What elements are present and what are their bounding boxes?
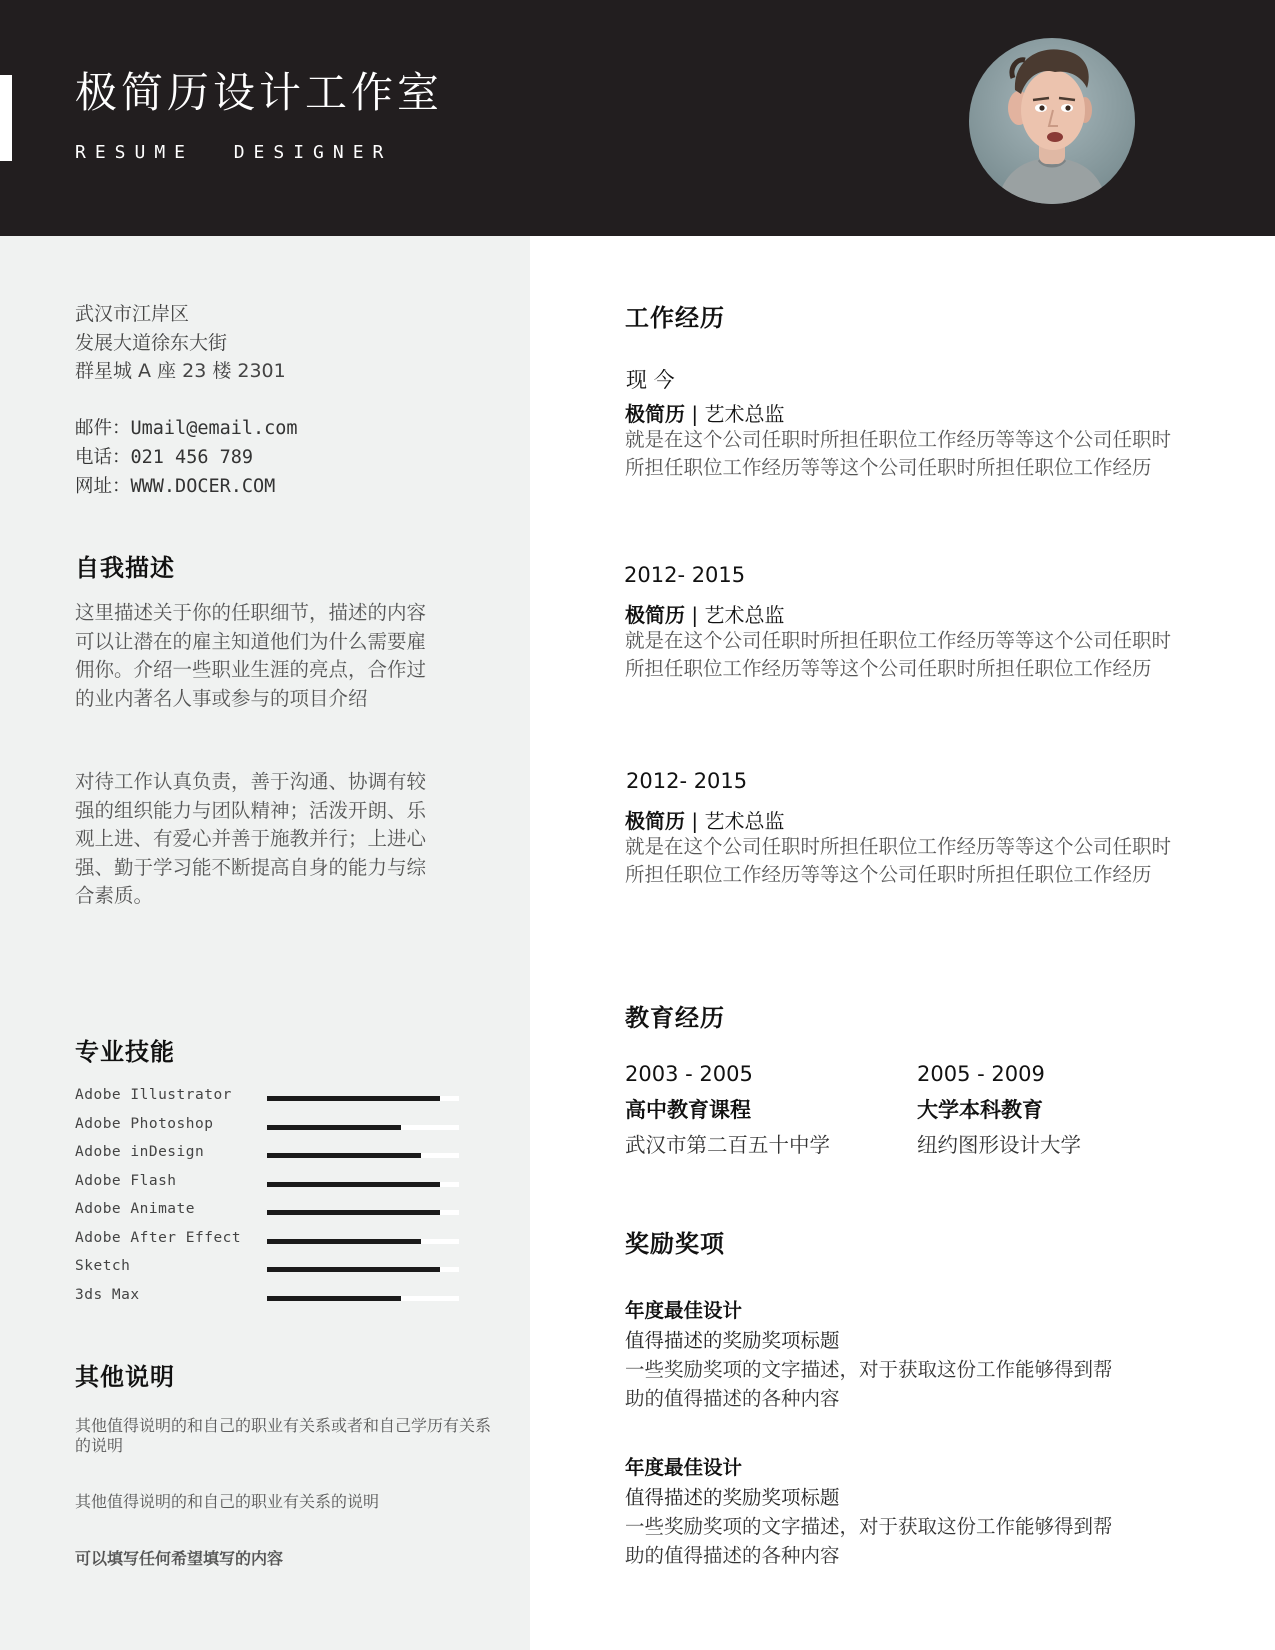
skill-row xyxy=(75,1141,465,1170)
award-item xyxy=(625,1296,1185,1413)
award-description: 一些奖励奖项的文字描述，对于获取这份工作能够得到帮助的值得描述的各种内容 xyxy=(625,1515,1113,1567)
work-title: 工作经历 xyxy=(625,304,725,332)
skill-row xyxy=(75,1227,465,1256)
job-date: 2012- 2015 xyxy=(624,563,746,587)
email-text: 邮件：Umail@email.com xyxy=(75,418,298,439)
header-banner xyxy=(0,0,1275,236)
award-item xyxy=(625,1453,1185,1570)
phone-text: 电话：021 456 789 xyxy=(75,447,254,468)
skill-name: Adobe inDesign xyxy=(75,1144,205,1160)
skill-bar-fill xyxy=(267,1210,440,1215)
job-role xyxy=(625,805,784,834)
education-date: 2003 - 2005 xyxy=(625,1062,753,1086)
award-subtitle: 值得描述的奖励奖项标题 xyxy=(625,1329,840,1352)
skill-name: Adobe Photoshop xyxy=(75,1115,214,1132)
about-paragraph: 对待工作认真负责，善于沟通、协调有较强的组织能力与团队精神；活泼开朗、乐观上进、有爱心并善于施教并行；上进心强、勤于学习能不断提高自身的能力与综合素质。 xyxy=(75,770,427,907)
about-paragraph: 这里描述关于你的任职细节，描述的内容可以让潜在的雇主知道他们为什么需要雇佣你。介绍一些职业生涯的亮点，合作过的业内著名人事或参与的项目介绍 xyxy=(75,601,427,710)
awards-title: 奖励奖项 xyxy=(625,1230,725,1258)
job-company: 极简历 xyxy=(625,809,685,833)
skill-bar-fill xyxy=(267,1239,421,1244)
skill-bar-fill xyxy=(267,1296,401,1301)
contact-block xyxy=(75,414,298,501)
award-subtitle: 值得描述的奖励奖项标题 xyxy=(625,1486,840,1509)
skill-row xyxy=(75,1198,465,1227)
education-title: 教育经历 xyxy=(625,1004,725,1032)
skill-row xyxy=(75,1255,465,1284)
skill-bar-fill xyxy=(267,1182,440,1187)
job-separator: | xyxy=(685,809,705,833)
education-degree: 高中教育课程 xyxy=(625,1098,751,1122)
education-item xyxy=(917,1057,1197,1163)
job-role xyxy=(625,398,784,427)
job-separator: | xyxy=(685,402,705,426)
skill-row xyxy=(75,1113,465,1142)
other-note: 其他值得说明的和自己的职业有关系或者和自己学历有关系的说明 xyxy=(75,1416,492,1455)
page-subtitle: RESUME DESIGNER xyxy=(75,142,393,163)
skill-name: Adobe Flash xyxy=(75,1172,177,1189)
skills-list xyxy=(75,1084,465,1312)
skill-bar-fill xyxy=(267,1096,440,1101)
skill-name: Sketch xyxy=(75,1258,131,1274)
address-block xyxy=(75,300,286,386)
page-title: 极简历设计工作室 xyxy=(75,68,444,117)
skill-bar-fill xyxy=(267,1153,421,1158)
skill-bar-track xyxy=(267,1267,459,1272)
skill-row xyxy=(75,1284,465,1313)
education-date: 2005 - 2009 xyxy=(917,1062,1045,1086)
award-title: 年度最佳设计 xyxy=(625,1456,743,1479)
award-title: 年度最佳设计 xyxy=(625,1299,743,1322)
skill-bar-track xyxy=(267,1096,459,1101)
skill-bar-fill xyxy=(267,1267,440,1272)
address-line: 发展大道徐东大街 xyxy=(75,331,228,354)
other-note: 其他值得说明的和自己的职业有关系的说明 xyxy=(75,1492,380,1511)
address-line: 群星城 A 座 23 楼 2301 xyxy=(75,360,286,382)
skill-bar-track xyxy=(267,1210,459,1215)
skill-bar-track xyxy=(267,1239,459,1244)
skill-bar-track xyxy=(267,1153,459,1158)
about-title: 自我描述 xyxy=(75,554,175,582)
skill-bar-track xyxy=(267,1125,459,1130)
skill-bar-fill xyxy=(267,1125,401,1130)
header-accent-bar xyxy=(0,75,12,161)
portrait-image xyxy=(969,38,1135,204)
job-separator: | xyxy=(685,603,705,627)
skill-name: Adobe Animate xyxy=(75,1201,195,1217)
job-company: 极简历 xyxy=(625,603,685,627)
other-title: 其他说明 xyxy=(75,1363,175,1391)
job-date: 2012- 2015 xyxy=(626,769,748,793)
skill-row xyxy=(75,1170,465,1199)
skill-name: Adobe Illustrator xyxy=(75,1087,232,1103)
job-date: 现 今 xyxy=(626,368,675,392)
job-role xyxy=(625,599,784,628)
address-line: 武汉市江岸区 xyxy=(75,303,190,325)
education-school: 武汉市第二百五十中学 xyxy=(625,1133,830,1157)
skill-name: 3ds Max xyxy=(75,1286,140,1303)
job-position: 艺术总监 xyxy=(704,809,785,833)
job-position: 艺术总监 xyxy=(704,603,785,627)
website-text: 网址：WWW.DOCER.COM xyxy=(75,476,276,497)
job-description: 就是在这个公司任职时所担任职位工作经历等等这个公司任职时所担任职位工作经历等等这个公司任职时所担任职位工作经历 xyxy=(625,835,1172,886)
skill-bar-track xyxy=(267,1296,459,1301)
skill-name: Adobe After Effect xyxy=(75,1229,242,1246)
job-description: 就是在这个公司任职时所担任职位工作经历等等这个公司任职时所担任职位工作经历等等这个公司任职时所担任职位工作经历 xyxy=(625,629,1172,680)
education-school: 纽约图形设计大学 xyxy=(917,1133,1081,1157)
skill-bar-track xyxy=(267,1182,459,1187)
award-description: 一些奖励奖项的文字描述，对于获取这份工作能够得到帮助的值得描述的各种内容 xyxy=(625,1358,1113,1410)
education-degree: 大学本科教育 xyxy=(917,1098,1043,1122)
job-company: 极简历 xyxy=(625,402,685,426)
job-position: 艺术总监 xyxy=(704,402,785,426)
skills-title: 专业技能 xyxy=(75,1038,175,1066)
other-note: 可以填写任何希望填写的内容 xyxy=(75,1549,284,1568)
education-item xyxy=(625,1057,905,1163)
avatar xyxy=(969,38,1135,204)
job-description: 就是在这个公司任职时所担任职位工作经历等等这个公司任职时所担任职位工作经历等等这个公司任职时所担任职位工作经历 xyxy=(625,428,1172,479)
skill-row xyxy=(75,1084,465,1113)
